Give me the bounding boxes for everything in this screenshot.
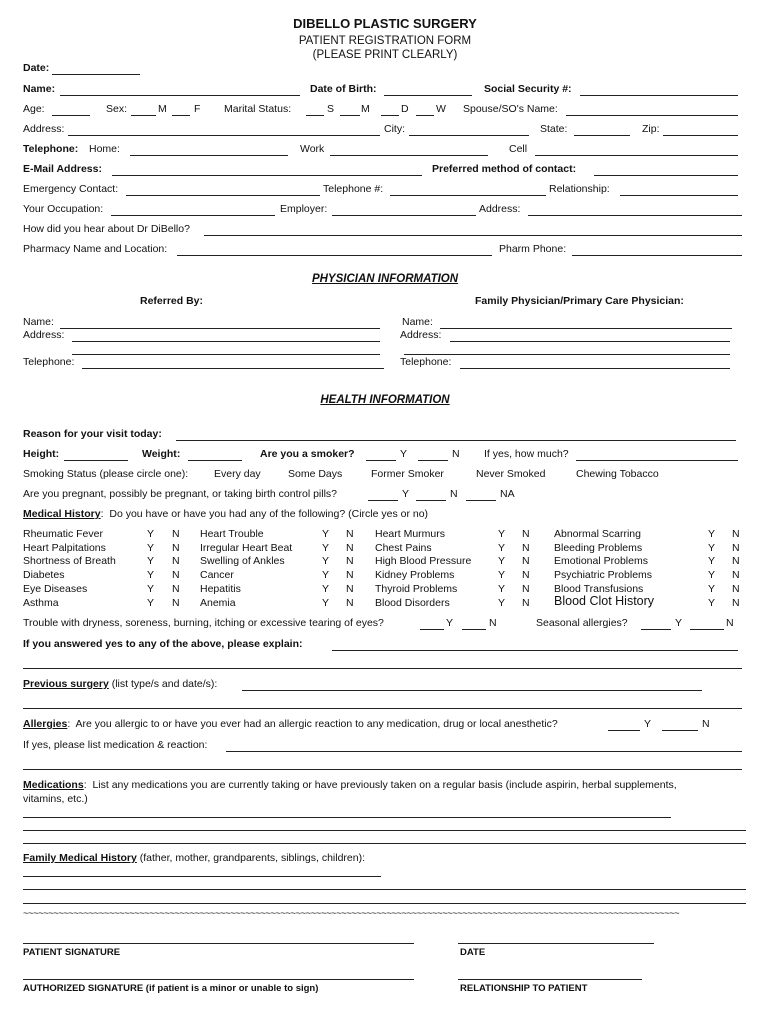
surgery-field[interactable]: [242, 690, 702, 691]
pharmacy-field[interactable]: [177, 255, 492, 256]
patient-signature-label: PATIENT SIGNATURE: [23, 947, 121, 958]
cell-phone-field[interactable]: [535, 155, 738, 156]
condition-label: Abnormal Scarring: [554, 528, 641, 540]
marital-d-field[interactable]: [381, 115, 399, 116]
surgery-field-2[interactable]: [23, 708, 742, 709]
referred-telephone-label: Telephone:: [23, 356, 75, 368]
name-label: Name:: [23, 83, 56, 95]
spouse-label: Spouse/SO's Name:: [463, 103, 558, 115]
relationship-label: Relationship:: [549, 183, 610, 195]
allergies-list-field[interactable]: [226, 751, 742, 752]
reason-field[interactable]: [176, 440, 736, 441]
condition-yes-option[interactable]: Y: [147, 582, 155, 595]
work-label: Work: [300, 143, 325, 155]
family-history-field[interactable]: [23, 876, 381, 877]
explain-label: If you answered yes to any of the above, please explain:: [23, 638, 303, 650]
condition-yes-option[interactable]: Y: [498, 555, 506, 568]
condition-no-option[interactable]: N: [732, 582, 740, 595]
condition-yes-option[interactable]: Y: [147, 569, 155, 582]
pregnant-yes-option: Y: [402, 488, 410, 500]
condition-yes-option[interactable]: Y: [147, 541, 155, 554]
telephone-label: Telephone:: [23, 143, 79, 155]
condition-no-option[interactable]: N: [346, 541, 354, 554]
condition-no-option[interactable]: N: [346, 555, 354, 568]
marital-d-option: D: [401, 103, 409, 115]
condition-label: Chest Pains: [375, 541, 432, 554]
smoker-yes-option: Y: [400, 448, 408, 460]
smoker-label: Are you a smoker?: [260, 448, 355, 460]
condition-yes-option[interactable]: Y: [498, 541, 506, 554]
home-phone-field[interactable]: [130, 155, 288, 156]
weight-label: Weight:: [142, 448, 181, 460]
condition-no-option[interactable]: N: [346, 582, 354, 595]
medications-field[interactable]: [23, 817, 671, 818]
smoking-every-day[interactable]: Every day: [214, 468, 261, 480]
employer-address-field[interactable]: [528, 215, 742, 216]
condition-no-option[interactable]: N: [346, 528, 354, 540]
condition-label: Heart Murmurs: [375, 528, 446, 540]
condition-yes-option[interactable]: Y: [708, 528, 716, 540]
ssn-field[interactable]: [580, 95, 738, 96]
condition-no-option[interactable]: N: [522, 541, 530, 554]
authorized-signature-field[interactable]: [23, 979, 414, 980]
dob-field[interactable]: [384, 95, 472, 96]
email-label: E-Mail Address:: [23, 163, 102, 175]
date-signature-field[interactable]: [458, 943, 654, 944]
address-field[interactable]: [68, 135, 380, 136]
pregnant-no-field[interactable]: [416, 500, 446, 501]
physician-section-title: PHYSICIAN INFORMATION: [311, 273, 459, 285]
allergies-no-option: N: [702, 718, 710, 730]
condition-yes-option[interactable]: Y: [708, 596, 716, 609]
height-field[interactable]: [64, 460, 128, 461]
family-history-field-2[interactable]: [23, 889, 746, 890]
pregnant-na-field[interactable]: [466, 500, 496, 501]
condition-no-option[interactable]: N: [522, 582, 530, 595]
condition-no-option[interactable]: N: [732, 569, 740, 582]
condition-label: Kidney Problems: [375, 569, 455, 582]
condition-no-option[interactable]: N: [522, 596, 530, 609]
condition-label: Blood Clot History: [554, 594, 655, 608]
condition-label: Heart Palpitations: [23, 541, 106, 554]
condition-no-option[interactable]: N: [172, 528, 180, 540]
marital-m-option: M: [361, 103, 370, 115]
condition-yes-option[interactable]: Y: [708, 541, 716, 554]
explain-field-2[interactable]: [23, 668, 742, 669]
condition-yes-option[interactable]: Y: [708, 569, 716, 582]
spouse-field[interactable]: [566, 115, 738, 116]
allergies-yes-option: Y: [644, 718, 652, 730]
seasonal-yes-field[interactable]: [641, 629, 671, 630]
allergies-no-field[interactable]: [662, 730, 698, 731]
condition-yes-option[interactable]: Y: [322, 528, 330, 540]
relationship-signature-field[interactable]: [458, 979, 642, 980]
condition-label: Irregular Heart Beat: [200, 541, 293, 554]
preferred-contact-label: Preferred method of contact:: [432, 163, 577, 175]
pregnant-no-option: N: [450, 488, 458, 500]
condition-no-option[interactable]: N: [172, 582, 180, 595]
condition-no-option[interactable]: N: [522, 528, 530, 540]
condition-yes-option[interactable]: Y: [147, 596, 155, 609]
referred-address-field[interactable]: [72, 341, 380, 342]
pharmacy-label: Pharmacy Name and Location:: [23, 243, 168, 255]
condition-yes-option[interactable]: Y: [498, 596, 506, 609]
sex-f-option: F: [194, 103, 201, 115]
smoking-chewing[interactable]: Chewing Tobacco: [576, 468, 659, 480]
address-label: Address:: [23, 123, 65, 135]
home-label: Home:: [89, 143, 120, 155]
condition-label: Emotional Problems: [554, 555, 648, 568]
smoking-former[interactable]: Former Smoker: [371, 468, 444, 480]
smoking-never[interactable]: Never Smoked: [476, 468, 546, 480]
medications-field-3[interactable]: [23, 843, 746, 844]
date-label: Date:: [23, 62, 50, 74]
condition-no-option[interactable]: N: [732, 528, 740, 540]
emergency-phone-field[interactable]: [390, 195, 546, 196]
family-name-field[interactable]: [440, 328, 732, 329]
allergies-yes-field[interactable]: [608, 730, 640, 731]
seasonal-yes-option: Y: [675, 617, 683, 629]
condition-label: Diabetes: [23, 569, 65, 582]
condition-label: Blood Disorders: [375, 596, 450, 609]
referred-by-label: Referred By:: [140, 295, 204, 307]
condition-yes-option[interactable]: Y: [147, 528, 155, 540]
date-signature-label: DATE: [460, 947, 486, 958]
emergency-field[interactable]: [126, 195, 320, 196]
marital-s-option: S: [327, 103, 335, 115]
condition-yes-option[interactable]: Y: [498, 569, 506, 582]
condition-yes-option[interactable]: Y: [498, 528, 506, 540]
zip-field[interactable]: [663, 135, 738, 136]
condition-label: Hepatitis: [200, 582, 241, 595]
sex-m-field[interactable]: [131, 115, 156, 116]
dryness-yes-field[interactable]: [420, 629, 444, 630]
referred-address-label: Address:: [23, 329, 65, 341]
employer-field[interactable]: [332, 215, 476, 216]
authorized-signature-label: AUTHORIZED SIGNATURE (if patient is a minor or unable to sign): [23, 983, 319, 994]
marital-m-field[interactable]: [340, 115, 360, 116]
dryness-no-option: N: [489, 617, 497, 629]
patient-signature-field[interactable]: [23, 943, 414, 944]
condition-yes-option[interactable]: Y: [498, 582, 506, 595]
pregnant-yes-field[interactable]: [368, 500, 398, 501]
family-telephone-label: Telephone:: [400, 356, 452, 368]
condition-yes-option[interactable]: Y: [322, 582, 330, 595]
cell-label: Cell: [509, 143, 528, 155]
dryness-yes-option: Y: [446, 617, 454, 629]
condition-no-option[interactable]: N: [522, 569, 530, 582]
family-address-field-2[interactable]: [404, 354, 730, 355]
how-much-field[interactable]: [576, 460, 738, 461]
condition-label: Heart Trouble: [200, 528, 264, 540]
sex-f-field[interactable]: [172, 115, 190, 116]
family-history-heading: Family Medical History (father, mother, grandparents, siblings, children):: [23, 852, 366, 864]
height-label: Height:: [23, 448, 60, 460]
allergies-list-field-2[interactable]: [23, 769, 742, 770]
condition-label: Eye Diseases: [23, 582, 88, 595]
reason-label: Reason for your visit today:: [23, 428, 162, 440]
family-address-label: Address:: [400, 329, 442, 341]
weight-field[interactable]: [188, 460, 242, 461]
smoker-no-option: N: [452, 448, 460, 460]
smoking-some-days[interactable]: Some Days: [288, 468, 343, 480]
condition-no-option[interactable]: N: [346, 569, 354, 582]
condition-yes-option[interactable]: Y: [322, 596, 330, 609]
medications-heading: Medications: List any medications you are currently taking or have previously taken on a regular basis (include aspirin, herbal supplements,: [23, 779, 677, 791]
hear-about-field[interactable]: [204, 235, 742, 236]
sex-label: Sex:: [106, 103, 128, 115]
how-much-label: If yes, how much?: [484, 448, 569, 460]
condition-label: High Blood Pressure: [375, 555, 472, 568]
seasonal-no-field[interactable]: [690, 629, 724, 630]
city-label: City:: [384, 123, 405, 135]
condition-no-option[interactable]: N: [732, 596, 740, 609]
emergency-label: Emergency Contact:: [23, 183, 119, 195]
condition-no-option[interactable]: N: [732, 555, 740, 568]
family-history-field-3[interactable]: [23, 903, 746, 904]
dryness-label: Trouble with dryness, soreness, burning, itching or excessive tearing of eyes?: [23, 617, 384, 629]
condition-yes-option[interactable]: Y: [147, 555, 155, 568]
ssn-label: Social Security #:: [484, 83, 572, 95]
relationship-field[interactable]: [620, 195, 738, 196]
health-section-title: HEALTH INFORMATION: [320, 394, 450, 406]
dob-label: Date of Birth:: [310, 83, 377, 95]
clinic-name: DIBELLO PLASTIC SURGERY: [293, 16, 477, 31]
condition-label: Cancer: [200, 569, 234, 582]
explain-field[interactable]: [332, 650, 738, 651]
condition-yes-option[interactable]: Y: [708, 582, 716, 595]
allergies-list-label: If yes, please list medication & reaction:: [23, 739, 208, 751]
condition-label: Swelling of Ankles: [200, 555, 285, 568]
state-label: State:: [540, 123, 568, 135]
smoking-status-label: Smoking Status (please circle one):: [23, 468, 189, 480]
marital-w-option: W: [436, 103, 446, 115]
marital-s-field[interactable]: [306, 115, 324, 116]
condition-no-option[interactable]: N: [172, 596, 180, 609]
section-divider: ~~~~~~~~~~~~~~~~~~~~~~~~~~~~~~~~~~~~~~~~~~~~~~~~~~~~~~~~~~~~~~~~~~~~~~~~~~~~~~~~~~~~~~~~~~~~~~~~~~~~~~~~~~~~~~~~~~~~~~~~~~~~~~~~~~: [23, 908, 680, 919]
hear-about-label: How did you hear about Dr DiBello?: [23, 223, 190, 235]
condition-no-option[interactable]: N: [172, 541, 180, 554]
pregnant-label: Are you pregnant, possibly be pregnant, or taking birth control pills?: [23, 488, 338, 500]
allergies-heading: Allergies: Are you allergic to or have you ever had an allergic reaction to any medication, drug or local anesthetic?: [23, 718, 558, 730]
condition-no-option[interactable]: N: [172, 569, 180, 582]
pharm-phone-label: Pharm Phone:: [499, 243, 567, 255]
condition-no-option[interactable]: N: [522, 555, 530, 568]
condition-label: Rheumatic Fever: [23, 528, 103, 540]
smoker-yes-field[interactable]: [366, 460, 396, 461]
previous-surgery-heading: Previous surgery (list type/s and date/s):: [23, 678, 218, 690]
condition-label: Anemia: [200, 596, 236, 609]
condition-yes-option[interactable]: Y: [708, 555, 716, 568]
name-field[interactable]: [60, 95, 300, 96]
condition-no-option[interactable]: N: [346, 596, 354, 609]
city-field[interactable]: [409, 135, 529, 136]
family-address-field[interactable]: [450, 341, 730, 342]
occupation-label: Your Occupation:: [23, 203, 104, 215]
condition-yes-option[interactable]: Y: [322, 569, 330, 582]
pregnant-na-option: NA: [500, 488, 515, 500]
employer-address-label: Address:: [479, 203, 521, 215]
print-note: (PLEASE PRINT CLEARLY): [312, 49, 458, 61]
medical-history-heading: Medical History: Do you have or have you had any of the following? (Circle yes or no): [23, 508, 429, 520]
emergency-phone-label: Telephone #:: [323, 183, 384, 195]
dryness-no-field[interactable]: [462, 629, 486, 630]
condition-yes-option[interactable]: Y: [322, 555, 330, 568]
work-phone-field[interactable]: [330, 155, 488, 156]
condition-label: Blood Transfusions: [554, 582, 644, 595]
age-label: Age:: [23, 103, 45, 115]
referred-address-field-2[interactable]: [72, 354, 380, 355]
medications-heading-2: vitamins, etc.): [23, 793, 88, 805]
sex-m-option: M: [158, 103, 167, 115]
condition-yes-option[interactable]: Y: [322, 541, 330, 554]
family-telephone-field[interactable]: [460, 368, 730, 369]
referred-name-field[interactable]: [60, 328, 380, 329]
marital-w-field[interactable]: [416, 115, 434, 116]
seasonal-no-option: N: [726, 617, 734, 629]
age-field[interactable]: [52, 115, 90, 116]
condition-label: Psychiatric Problems: [554, 569, 653, 582]
preferred-contact-field[interactable]: [594, 175, 738, 176]
pharm-phone-field[interactable]: [572, 255, 742, 256]
family-name-label: Name:: [402, 316, 433, 328]
condition-label: Shortness of Breath: [23, 555, 116, 568]
employer-label: Employer:: [280, 203, 328, 215]
marital-label: Marital Status:: [224, 103, 292, 115]
email-field[interactable]: [112, 175, 422, 176]
date-field[interactable]: [52, 74, 140, 75]
medications-field-2[interactable]: [23, 830, 746, 831]
state-field[interactable]: [574, 135, 630, 136]
condition-label: Thyroid Problems: [375, 582, 458, 595]
relationship-signature-label: RELATIONSHIP TO PATIENT: [460, 983, 588, 994]
condition-no-option[interactable]: N: [172, 555, 180, 568]
zip-label: Zip:: [642, 123, 660, 135]
seasonal-label: Seasonal allergies?: [536, 617, 628, 629]
condition-label: Asthma: [23, 596, 59, 609]
condition-no-option[interactable]: N: [732, 541, 740, 554]
referred-telephone-field[interactable]: [82, 368, 384, 369]
referred-name-label: Name:: [23, 316, 54, 328]
smoker-no-field[interactable]: [418, 460, 448, 461]
condition-label: Bleeding Problems: [554, 541, 643, 554]
occupation-field[interactable]: [111, 215, 275, 216]
family-physician-label: Family Physician/Primary Care Physician:: [475, 295, 684, 307]
form-title: PATIENT REGISTRATION FORM: [298, 35, 472, 47]
